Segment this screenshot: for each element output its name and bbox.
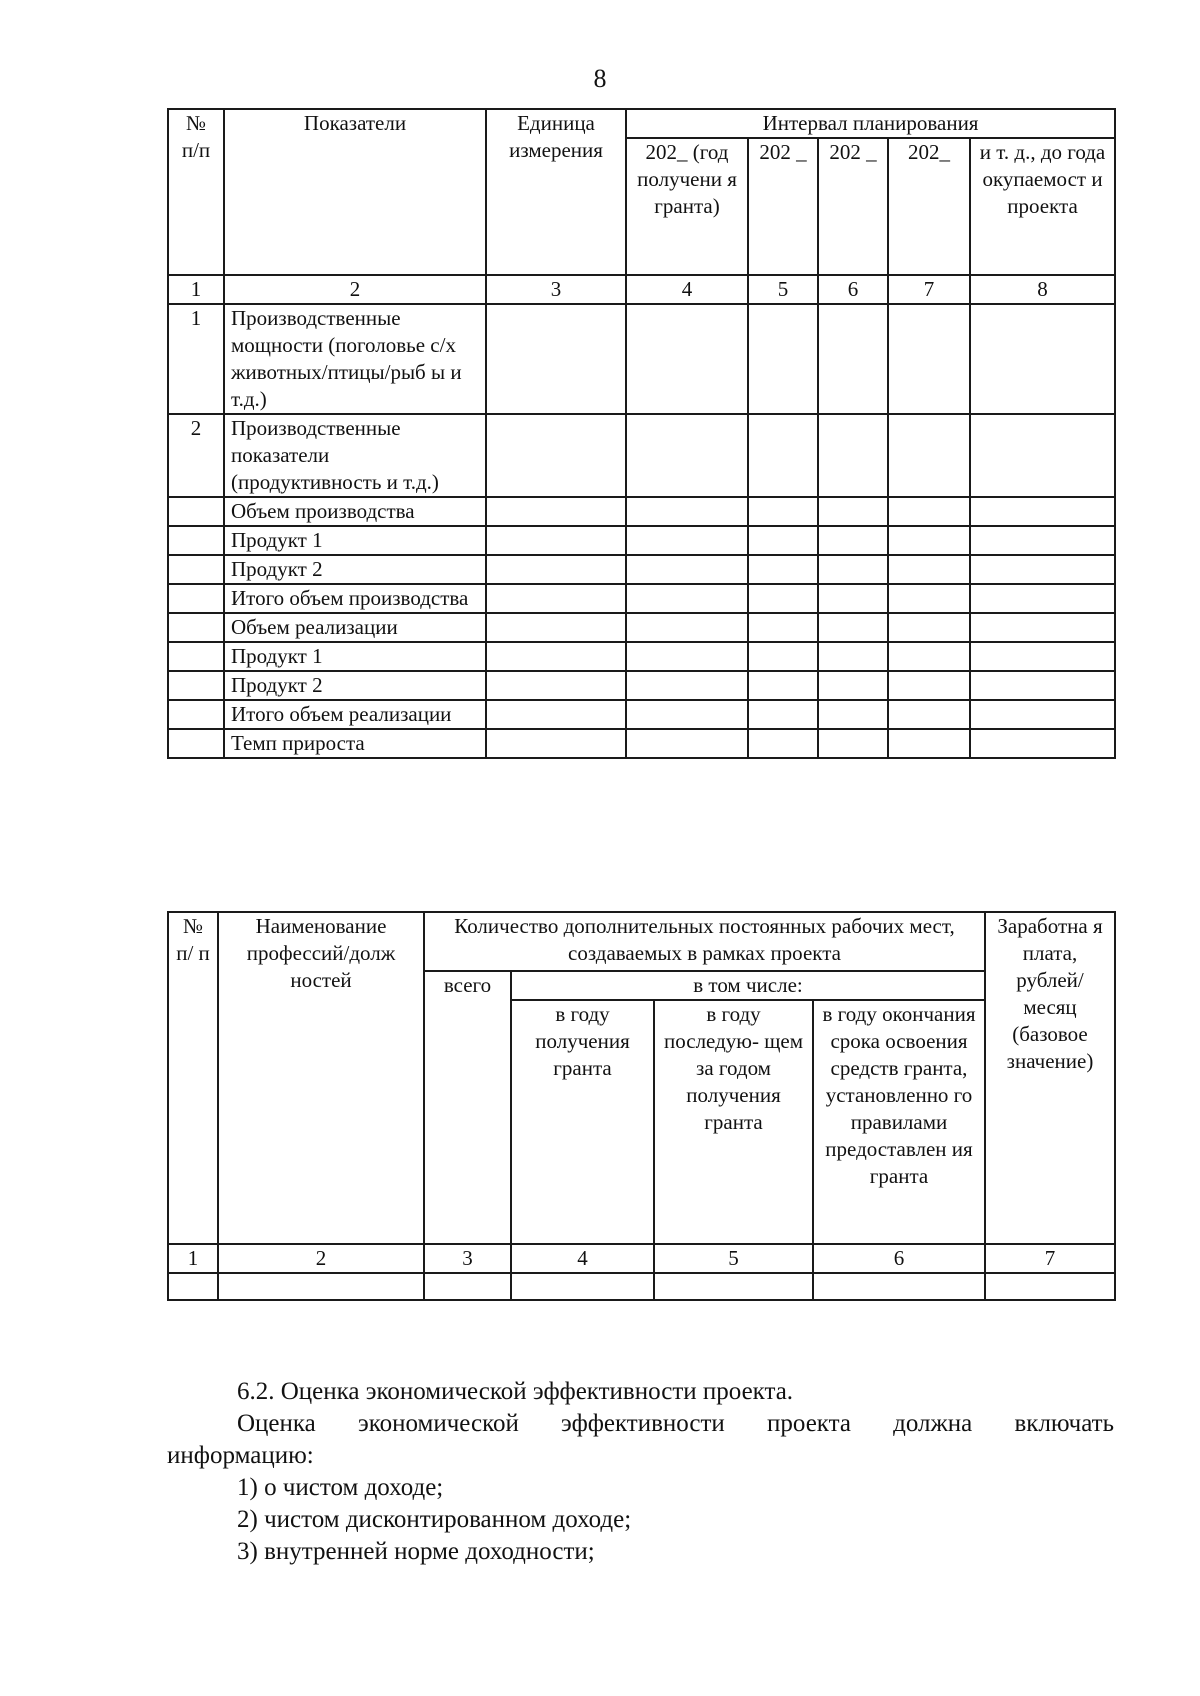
header-year-4: 202_ bbox=[888, 138, 970, 275]
cell bbox=[424, 1273, 511, 1300]
header-profession: Наименование профессий/долж ностей bbox=[218, 912, 424, 1244]
cell bbox=[626, 584, 748, 613]
cell bbox=[970, 671, 1115, 700]
cell bbox=[748, 613, 818, 642]
header-year-1: 202_ (год получени я гранта) bbox=[626, 138, 748, 275]
cell bbox=[486, 613, 626, 642]
cell bbox=[888, 642, 970, 671]
cell bbox=[748, 304, 818, 414]
cell bbox=[818, 584, 888, 613]
header-num: № п/ п bbox=[168, 912, 218, 1244]
cell bbox=[888, 584, 970, 613]
cell bbox=[626, 671, 748, 700]
cell bbox=[486, 729, 626, 758]
cell bbox=[888, 414, 970, 497]
row-num bbox=[168, 729, 224, 758]
paragraph: Оценка экономической эффективности проекта должна включать bbox=[237, 1410, 1114, 1437]
colnum: 1 bbox=[168, 1244, 218, 1273]
cell bbox=[888, 671, 970, 700]
row-label: Объем производства bbox=[224, 497, 486, 526]
economic-efficiency-section bbox=[167, 1376, 1114, 1568]
table-row bbox=[168, 671, 1115, 700]
header-sub-1: в году получения гранта bbox=[511, 1000, 654, 1244]
cell bbox=[748, 526, 818, 555]
cell bbox=[654, 1273, 813, 1300]
header-year-5: и т. д., до года окупаемост и проекта bbox=[970, 138, 1115, 275]
row-num: 2 bbox=[168, 414, 224, 497]
cell bbox=[818, 304, 888, 414]
colnum: 4 bbox=[511, 1244, 654, 1273]
colnum: 1 bbox=[168, 275, 224, 304]
planning-table bbox=[167, 108, 1116, 759]
header-total: всего bbox=[424, 971, 511, 1244]
row-num bbox=[168, 642, 224, 671]
cell bbox=[818, 671, 888, 700]
row-num bbox=[168, 700, 224, 729]
cell bbox=[818, 729, 888, 758]
table-row bbox=[168, 642, 1115, 671]
table-row bbox=[168, 304, 1115, 414]
cell bbox=[888, 526, 970, 555]
cell bbox=[970, 304, 1115, 414]
table-row bbox=[168, 555, 1115, 584]
cell bbox=[888, 497, 970, 526]
cell bbox=[888, 304, 970, 414]
cell bbox=[818, 700, 888, 729]
cell bbox=[818, 497, 888, 526]
colnum: 3 bbox=[424, 1244, 511, 1273]
cell bbox=[748, 729, 818, 758]
colnum: 6 bbox=[813, 1244, 985, 1273]
cell bbox=[486, 414, 626, 497]
column-number-row bbox=[168, 275, 1115, 304]
section-heading: 6.2. Оценка экономической эффективности проекта. bbox=[237, 1378, 794, 1405]
colnum: 5 bbox=[748, 275, 818, 304]
cell bbox=[626, 555, 748, 584]
header-salary: Заработна я плата, рублей/ месяц (базовое значение) bbox=[985, 912, 1115, 1244]
page-number: 8 bbox=[593, 64, 607, 93]
table-row bbox=[168, 729, 1115, 758]
colnum: 7 bbox=[985, 1244, 1115, 1273]
cell bbox=[818, 526, 888, 555]
cell bbox=[626, 700, 748, 729]
row-num bbox=[168, 526, 224, 555]
row-label: Производственные мощности (поголовье с/х животных/птицы/рыб ы и т.д.) bbox=[224, 304, 486, 414]
cell bbox=[888, 729, 970, 758]
header-interval: Интервал планирования bbox=[626, 109, 1115, 138]
header-including: в том числе: bbox=[511, 971, 985, 1000]
table-row bbox=[168, 613, 1115, 642]
cell bbox=[748, 671, 818, 700]
jobs-table bbox=[167, 911, 1116, 1301]
cell bbox=[970, 700, 1115, 729]
cell bbox=[813, 1273, 985, 1300]
cell bbox=[626, 613, 748, 642]
paragraph-continuation: информацию: bbox=[167, 1442, 314, 1469]
colnum: 4 bbox=[626, 275, 748, 304]
cell bbox=[970, 584, 1115, 613]
colnum: 3 bbox=[486, 275, 626, 304]
table-row bbox=[168, 700, 1115, 729]
cell bbox=[748, 555, 818, 584]
header-year-2: 202 _ bbox=[748, 138, 818, 275]
cell bbox=[748, 700, 818, 729]
cell bbox=[486, 671, 626, 700]
cell bbox=[748, 414, 818, 497]
cell bbox=[970, 555, 1115, 584]
cell bbox=[218, 1273, 424, 1300]
header-unit: Единица измерения bbox=[486, 109, 626, 275]
cell bbox=[486, 584, 626, 613]
colnum: 7 bbox=[888, 275, 970, 304]
cell bbox=[888, 700, 970, 729]
cell bbox=[970, 414, 1115, 497]
cell bbox=[888, 555, 970, 584]
row-label: Итого объем производства bbox=[224, 584, 486, 613]
cell bbox=[888, 613, 970, 642]
row-label: Темп прироста bbox=[224, 729, 486, 758]
row-num bbox=[168, 497, 224, 526]
cell bbox=[486, 497, 626, 526]
header-jobs: Количество дополнительных постоянных рабочих мест, создаваемых в рамках проекта bbox=[424, 912, 985, 971]
table-row bbox=[168, 526, 1115, 555]
cell bbox=[486, 700, 626, 729]
colnum: 8 bbox=[970, 275, 1115, 304]
header-year-3: 202 _ bbox=[818, 138, 888, 275]
cell bbox=[985, 1273, 1115, 1300]
table-row bbox=[168, 497, 1115, 526]
cell bbox=[818, 555, 888, 584]
list-item: 2) чистом дисконтированном доходе; bbox=[237, 1506, 632, 1533]
cell bbox=[626, 497, 748, 526]
row-label: Продукт 1 bbox=[224, 642, 486, 671]
cell bbox=[970, 642, 1115, 671]
header-indicators: Показатели bbox=[224, 109, 486, 275]
cell bbox=[970, 497, 1115, 526]
header-sub-3: в году окончания срока освоения средств гранта, установленно го правилами предоставлен ия гранта bbox=[813, 1000, 985, 1244]
cell bbox=[626, 642, 748, 671]
row-label: Продукт 1 bbox=[224, 526, 486, 555]
row-num bbox=[168, 584, 224, 613]
row-label: Продукт 2 bbox=[224, 671, 486, 700]
cell bbox=[818, 414, 888, 497]
row-num bbox=[168, 671, 224, 700]
cell bbox=[818, 613, 888, 642]
row-label: Производственные показатели (продуктивность и т.д.) bbox=[224, 414, 486, 497]
cell bbox=[486, 526, 626, 555]
cell bbox=[626, 304, 748, 414]
row-label: Итого объем реализации bbox=[224, 700, 486, 729]
table-row bbox=[168, 584, 1115, 613]
colnum: 5 bbox=[654, 1244, 813, 1273]
cell bbox=[486, 555, 626, 584]
cell bbox=[626, 729, 748, 758]
row-num: 1 bbox=[168, 304, 224, 414]
header-sub-2: в году последую- щем за годом получения гранта bbox=[654, 1000, 813, 1244]
cell bbox=[970, 526, 1115, 555]
column-number-row bbox=[168, 1244, 1115, 1273]
list-item: 3) внутренней норме доходности; bbox=[237, 1538, 595, 1565]
cell bbox=[970, 729, 1115, 758]
cell bbox=[626, 414, 748, 497]
cell bbox=[626, 526, 748, 555]
cell bbox=[748, 584, 818, 613]
row-label: Продукт 2 bbox=[224, 555, 486, 584]
cell bbox=[486, 642, 626, 671]
cell bbox=[486, 304, 626, 414]
table-row bbox=[168, 1273, 1115, 1300]
header-num: № п/п bbox=[168, 109, 224, 275]
colnum: 2 bbox=[218, 1244, 424, 1273]
list-item: 1) о чистом доходе; bbox=[237, 1474, 444, 1501]
cell bbox=[511, 1273, 654, 1300]
table-row bbox=[168, 414, 1115, 497]
colnum: 6 bbox=[818, 275, 888, 304]
cell bbox=[818, 642, 888, 671]
cell bbox=[748, 497, 818, 526]
row-num bbox=[168, 555, 224, 584]
cell bbox=[970, 613, 1115, 642]
row-num bbox=[168, 613, 224, 642]
colnum: 2 bbox=[224, 275, 486, 304]
cell bbox=[748, 642, 818, 671]
cell bbox=[168, 1273, 218, 1300]
row-label: Объем реализации bbox=[224, 613, 486, 642]
